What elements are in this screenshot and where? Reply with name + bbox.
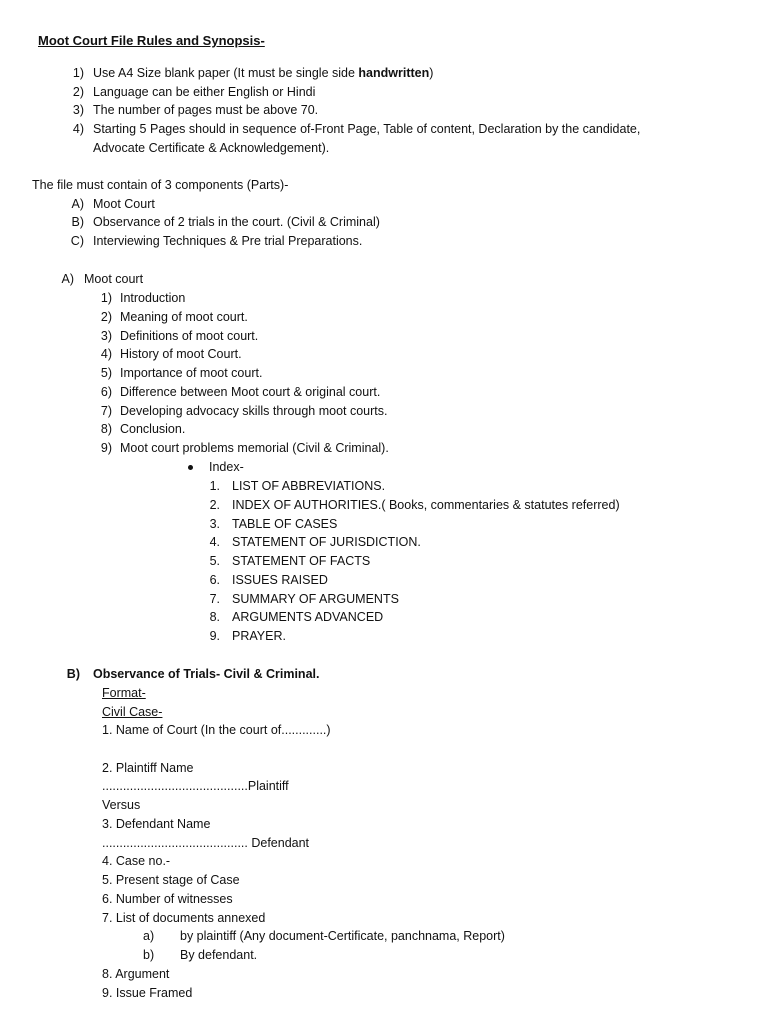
moot-item-number: 2)	[100, 309, 112, 324]
index-item-text: STATEMENT OF FACTS	[232, 554, 371, 568]
index-item-text: TABLE OF CASES	[232, 516, 338, 531]
index-item-text: LIST OF ABBREVIATIONS.	[232, 479, 386, 493]
plaintiff-blank-line: ..........................................Plaintiff	[102, 779, 289, 793]
index-item-text: ISSUES RAISED	[232, 572, 328, 587]
index-item-number: 9.	[209, 629, 220, 643]
moot-item-text: Difference between Moot court & original court.	[120, 384, 381, 399]
sub-item-a-text: by plaintiff (Any document-Certificate, panchnama, Report)	[180, 929, 505, 943]
moot-item-text: Introduction	[120, 291, 186, 305]
moot-item-text: History of moot Court.	[120, 347, 242, 362]
index-item-number: 7.	[209, 591, 220, 606]
bullet-icon	[188, 465, 193, 470]
rule-1-text	[93, 64, 433, 83]
rule-2-number: 2)	[72, 85, 84, 99]
sub-item-b-text: By defendant.	[180, 948, 258, 962]
moot-item-text: Definitions of moot court.	[120, 328, 259, 343]
moot-item-number: 7)	[100, 403, 112, 418]
index-item-text: INDEX OF AUTHORITIES.( Books, commentaries & statutes referred)	[232, 497, 620, 512]
components-intro: The file must contain of 3 components (Parts)-	[32, 178, 289, 192]
plaintiff-name-line: 2. Plaintiff Name	[102, 761, 194, 775]
format-label: Format-	[102, 686, 146, 700]
index-item-number: 1.	[209, 479, 220, 493]
rule-1-number: 1)	[72, 66, 84, 80]
defendant-name-line: 3. Defendant Name	[102, 817, 211, 831]
rule-1-text-part: Use A4 Size blank paper (It must be single side	[93, 66, 359, 80]
component-a-text: Moot Court	[93, 197, 155, 211]
moot-item-number: 9)	[100, 441, 112, 455]
rule-4-number: 4)	[72, 122, 84, 136]
moot-item-number: 4)	[100, 347, 112, 362]
section-b-heading: Observance of Trials- Civil & Criminal.	[93, 667, 320, 681]
index-item-text: SUMMARY OF ARGUMENTS	[232, 591, 399, 606]
moot-item-number: 6)	[100, 384, 112, 399]
present-stage-line: 5. Present stage of Case	[102, 873, 240, 887]
section-b-number: B)	[66, 667, 80, 681]
index-item-text: PRAYER.	[232, 629, 286, 643]
rule-4-text-continued: Advocate Certificate & Acknowledgement).	[93, 141, 330, 155]
index-item-number: 3.	[209, 516, 220, 531]
moot-item-number: 8)	[100, 422, 112, 437]
case-number-line: 4. Case no.-	[102, 854, 171, 868]
issue-framed-line: 9. Issue Framed	[102, 986, 193, 1000]
moot-item-number: 1)	[100, 291, 112, 305]
index-item-number: 8.	[209, 610, 220, 625]
moot-item-text: Moot court problems memorial (Civil & Criminal).	[120, 441, 389, 455]
section-a-heading: Moot court	[84, 272, 144, 286]
moot-item-text: Developing advocacy skills through moot courts.	[120, 403, 388, 418]
index-item-number: 4.	[209, 535, 220, 550]
rule-1-bold: handwritten	[358, 66, 430, 80]
rule-1-text-end: )	[429, 66, 434, 80]
component-b-text: Observance of 2 trials in the court. (Civil & Criminal)	[93, 215, 380, 229]
rule-2-text: Language can be either English or Hindi	[93, 85, 316, 99]
component-c-text: Interviewing Techniques & Pre trial Preparations.	[93, 234, 363, 248]
component-b-number: B)	[71, 215, 84, 229]
witnesses-line: 6. Number of witnesses	[102, 892, 233, 906]
argument-line: 8. Argument	[102, 967, 170, 981]
sub-item-a-number: a)	[143, 929, 155, 943]
section-a-number: A)	[61, 272, 74, 286]
moot-item-text: Meaning of moot court.	[120, 309, 248, 324]
component-a-number: A)	[71, 197, 84, 211]
index-item-number: 6.	[209, 572, 220, 587]
court-name-line: 1. Name of Court (In the court of.............)	[102, 723, 331, 737]
defendant-blank-line: .......................................... Defendant	[102, 836, 310, 850]
civil-case-label: Civil Case-	[102, 705, 163, 719]
document-title: Moot Court File Rules and Synopsis-	[38, 33, 265, 48]
documents-line: 7. List of documents annexed	[102, 911, 266, 925]
index-item-number: 2.	[209, 497, 220, 512]
moot-item-number: 3)	[100, 328, 112, 343]
index-item-text: STATEMENT OF JURISDICTION.	[232, 535, 421, 550]
index-item-text: ARGUMENTS ADVANCED	[232, 610, 384, 625]
moot-item-number: 5)	[100, 366, 112, 380]
moot-item-text: Importance of moot court.	[120, 366, 263, 380]
rule-3-number: 3)	[72, 103, 84, 117]
component-c-number: C)	[70, 234, 84, 248]
rule-4-text: Starting 5 Pages should in sequence of-Front Page, Table of content, Declaration by the candidate,	[93, 122, 641, 136]
moot-item-text: Conclusion.	[120, 422, 186, 437]
index-label: Index-	[209, 460, 244, 474]
versus-line: Versus	[102, 798, 141, 812]
index-item-number: 5.	[209, 554, 220, 568]
sub-item-b-number: b)	[143, 948, 155, 962]
rule-3-text: The number of pages must be above 70.	[93, 103, 319, 117]
